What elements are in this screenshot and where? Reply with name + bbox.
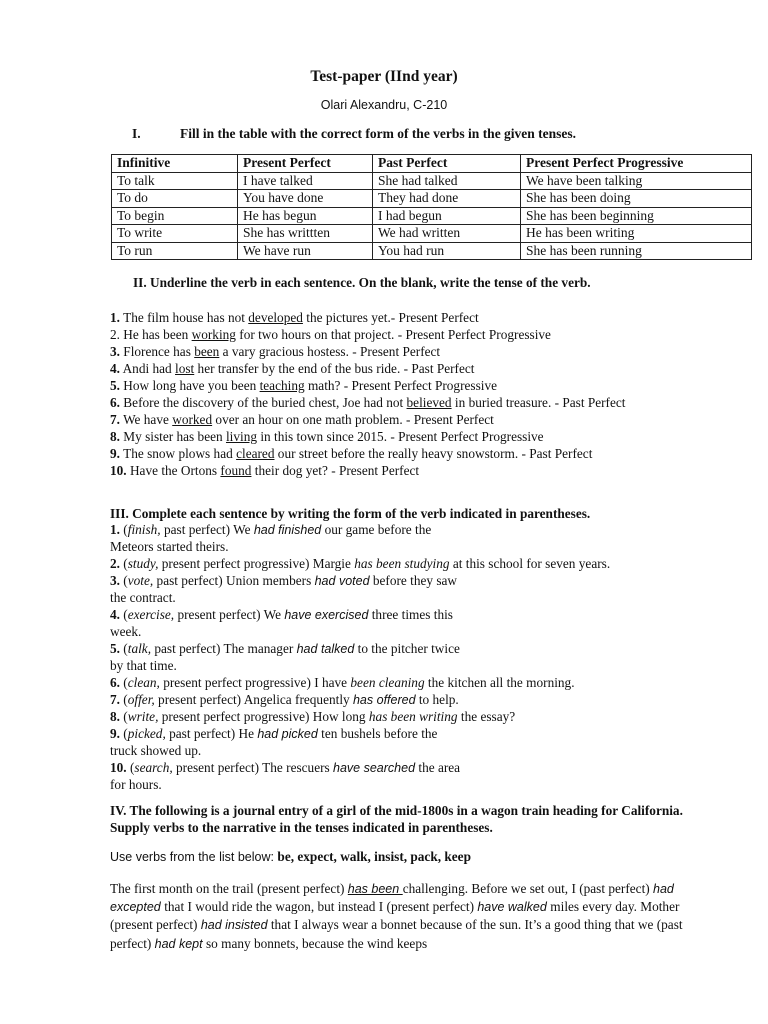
sentence-text: before they saw [369, 573, 458, 588]
item-number: 3. [110, 573, 120, 588]
table-cell: To do [112, 190, 238, 208]
sentence-text: their dog yet? - Present Perfect [251, 463, 420, 478]
table-cell: He has been writing [521, 225, 752, 243]
item-number: 10. [110, 760, 127, 775]
table-cell: He has begun [238, 207, 373, 225]
continuation-line: week. [110, 624, 142, 639]
exercise-line: 7. (offer, present perfect) Angelica frequently has offered to help. [110, 692, 459, 707]
answer-text: had excepted [110, 882, 674, 915]
answer-text: had talked [296, 642, 355, 656]
item-number: 3. [110, 344, 120, 359]
underlined-verb: been [194, 344, 220, 359]
sentence-text: her transfer by the end of the bus ride. - Past Perfect [194, 361, 475, 376]
item-number: 5. [110, 641, 120, 656]
verbs-list: be, expect, walk, insist, pack, keep [277, 849, 471, 864]
table-cell: She has been running [521, 242, 752, 260]
sentence-text: The rescuers [259, 760, 334, 775]
exercise-line: 10. (search, present perfect) The rescuers have searched the area [110, 760, 461, 775]
table-cell: To talk [112, 172, 238, 190]
answer-text: had kept [154, 936, 203, 951]
verb-hint: write, [127, 709, 159, 724]
sentence-text: Angelica frequently [241, 692, 353, 707]
section1-number: I. [132, 126, 141, 141]
item-number: 6. [110, 395, 120, 410]
sentence-text: He has been [119, 327, 192, 342]
paragraph-text: so many bonnets, because the wind keeps [202, 935, 428, 951]
item-number: 2. [110, 327, 120, 342]
item-number: 5. [110, 378, 120, 393]
item-number: 10. [110, 463, 127, 478]
author-line: Olari Alexandru, C-210 [320, 98, 448, 112]
exercise-line [110, 343, 440, 360]
sentence-text: in this town since 2015. - Present Perfect Progressive [257, 429, 544, 444]
item-number: 6. [110, 675, 120, 690]
underlined-verb: developed [248, 310, 303, 325]
sentence-text: The film house has not [119, 310, 249, 325]
underlined-verb: believed [406, 395, 452, 410]
exercise-line: 1. (finish, past perfect) We had finished our game before the [110, 522, 432, 537]
sentence-text: for two hours on that project. - Present Perfect Progressive [235, 327, 551, 342]
paragraph-text: that I always wear a bonnet because of the sun. It’s a good thing that we (past perfect) [110, 917, 683, 951]
sentence-text: three times this [368, 607, 453, 622]
verb-hint: talk, [127, 641, 152, 656]
sentence-text: How long have you been [119, 378, 260, 393]
sentence-text: the essay? [457, 709, 516, 724]
continuation-line: for hours. [110, 777, 162, 792]
exercise-line: 9. (picked, past perfect) He had picked ten bushels before the [110, 726, 438, 741]
exercise-line [110, 428, 544, 445]
sentence-text: We [230, 522, 254, 537]
paragraph-text: The first month on the trail (present perfect) [110, 881, 348, 896]
exercise-line [110, 394, 625, 411]
item-number: 1. [110, 522, 120, 537]
underlined-verb: lost [175, 361, 195, 376]
exercise-line [110, 309, 479, 326]
underlined-verb: found [220, 463, 252, 478]
table-cell: We have been talking [521, 172, 752, 190]
item-number: 9. [110, 446, 120, 461]
table-cell: You had run [373, 242, 521, 260]
item-number: 4. [110, 607, 120, 622]
sentence-text: the pictures yet.- Present Perfect [302, 310, 479, 325]
sentence-text: the area [415, 760, 461, 775]
section2-heading: II. Underline the verb in each sentence. On the blank, write the tense of the verb. [133, 275, 591, 290]
answer-text: has offered [352, 693, 416, 707]
table-cell: To run [112, 242, 238, 260]
answer-text: have walked [477, 900, 551, 915]
item-number: 8. [110, 429, 120, 444]
answer-text: has been studying [354, 556, 450, 571]
section4-heading: IV. The following is a journal entry of a girl of the mid-1800s in a wagon train heading for California. Supply verbs to the narrative in the tenses indicated in parentheses. [110, 803, 683, 836]
exercise-line: 8. (write, present perfect progressive) How long has been writing the essay? [110, 709, 516, 724]
exercise-line [110, 445, 592, 462]
continuation-line: Meteors started theirs. [110, 539, 229, 554]
table-cell: She had talked [373, 172, 521, 190]
table-row [112, 225, 752, 243]
item-number: 8. [110, 709, 120, 724]
exercise-line [110, 326, 551, 343]
continuation-line: by that time. [110, 658, 177, 673]
underlined-verb: worked [172, 412, 213, 427]
verb-hint: study, [127, 556, 159, 571]
column-header: Present Perfect Progressive [521, 155, 752, 173]
tense-hint: past perfect) [151, 641, 221, 656]
exercise-line [110, 462, 419, 479]
sentence-text: to the pitcher twice [354, 641, 460, 656]
table-row [112, 242, 752, 260]
tense-hint: past perfect) [165, 726, 236, 741]
underlined-verb: cleared [236, 446, 275, 461]
item-number: 7. [110, 412, 120, 427]
column-header: Present Perfect [238, 155, 373, 173]
table-cell: To begin [112, 207, 238, 225]
sentence-text: at this school for seven years. [449, 556, 611, 571]
sentence-text: in buried treasure. - Past Perfect [451, 395, 626, 410]
sentence-text: over an hour on one math problem. - Present Perfect [212, 412, 494, 427]
tense-hint: present perfect) [174, 607, 261, 622]
sentence-text: The snow plows had [119, 446, 237, 461]
sentence-text: Margie [309, 556, 355, 571]
table-row [112, 207, 752, 225]
verb-hint: clean, [127, 675, 160, 690]
exercise-line: 3. (vote, past perfect) Union members had voted before they saw [110, 573, 458, 588]
item-number: 1. [110, 310, 120, 325]
column-header: Infinitive [112, 155, 238, 173]
verb-table [111, 154, 752, 260]
verb-hint: exercise, [127, 607, 175, 622]
item-number: 7. [110, 692, 120, 707]
table-cell: She has been beginning [521, 207, 752, 225]
answer-text: had finished [253, 523, 322, 537]
table-cell: I have talked [238, 172, 373, 190]
continuation-line: truck showed up. [110, 743, 202, 758]
sentence-text: ten bushels before the [317, 726, 438, 741]
table-row [112, 172, 752, 190]
sentence-text: our street before the really heavy snowstorm. - Past Perfect [274, 446, 593, 461]
tense-hint: present perfect progressive) [158, 709, 310, 724]
table-row [112, 190, 752, 208]
table-cell: She has been doing [521, 190, 752, 208]
verb-hint: picked, [127, 726, 166, 741]
paragraph-text: that I would ride the wagon, but instead I (present perfect) [164, 899, 478, 915]
answer-text: has been writing [368, 709, 458, 724]
table-cell: You have done [238, 190, 373, 208]
answer-text: have searched [333, 761, 416, 775]
item-number: 4. [110, 361, 120, 376]
tense-hint: present perfect) [172, 760, 260, 775]
exercise-line: 4. (exercise, present perfect) We have exercised three times this [110, 607, 453, 622]
verb-hint: vote, [127, 573, 154, 588]
tense-hint: present perfect progressive) [159, 675, 311, 690]
sentence-text: Have the Ortons [126, 463, 221, 478]
table-cell: I had begun [373, 207, 521, 225]
column-header: Past Perfect [373, 155, 521, 173]
answer-text: had picked [257, 727, 318, 741]
verb-hint: finish, [127, 522, 161, 537]
answer-text: have exercised [284, 608, 369, 622]
sentence-text: How long [309, 709, 369, 724]
sentence-text: a vary gracious hostess. - Present Perfect [219, 344, 441, 359]
journal-paragraph [110, 880, 715, 953]
answer-text: been cleaning [350, 675, 425, 690]
paragraph-text: miles every day. Mother (present perfect) [110, 899, 680, 933]
table-cell: To write [112, 225, 238, 243]
paragraph-text: challenging. Before we set out, I (past perfect) [402, 881, 654, 896]
sentence-text: We have [119, 412, 173, 427]
verbs-list-line [110, 849, 471, 865]
exercise-line: 2. (study, present perfect progressive) Margie has been studying at this school for seven years. [110, 556, 611, 571]
answer-text: had voted [314, 574, 370, 588]
sentence-text: Before the discovery of the buried chest, Joe had not [119, 395, 407, 410]
section1-heading [132, 126, 576, 142]
verb-hint: search, [134, 760, 173, 775]
sentence-text: We [260, 607, 285, 622]
item-number: 9. [110, 726, 120, 741]
tense-hint: present perfect) [154, 692, 242, 707]
exercise-line [110, 411, 494, 428]
sentence-text: Union members [222, 573, 315, 588]
verb-hint: offer, [127, 692, 155, 707]
exercise-line: 6. (clean, present perfect progressive) I have been cleaning the kitchen all the morning. [110, 675, 575, 690]
underlined-verb: working [191, 327, 236, 342]
table-cell: They had done [373, 190, 521, 208]
verbs-list-label: Use verbs from the list below: [110, 850, 278, 864]
sentence-text: Andi had [119, 361, 176, 376]
answer-text: had insisted [200, 918, 268, 933]
tense-hint: past perfect) [160, 522, 231, 537]
exercise-line: 5. (talk, past perfect) The manager had talked to the pitcher twice [110, 641, 460, 656]
continuation-line: the contract. [110, 590, 176, 605]
sentence-text: our game before the [321, 522, 432, 537]
sentence-text: Florence has [119, 344, 195, 359]
sentence-text: the kitchen all the morning. [424, 675, 575, 690]
section1-heading-text: Fill in the table with the correct form of the verbs in the given tenses. [180, 126, 577, 141]
underlined-verb: living [225, 429, 258, 444]
table-cell: We have run [238, 242, 373, 260]
sentence-text: He [235, 726, 258, 741]
table-cell: She has writtten [238, 225, 373, 243]
table-header-row [112, 155, 752, 173]
sentence-text: The manager [220, 641, 297, 656]
item-number: 2. [110, 556, 120, 571]
sentence-text: to help. [415, 692, 459, 707]
page-title: Test-paper (IInd year) [310, 68, 458, 85]
tense-hint: past perfect) [153, 573, 223, 588]
sentence-text: I have [310, 675, 351, 690]
sentence-text: My sister has been [119, 429, 226, 444]
exercise-line [110, 377, 497, 394]
exercise-line [110, 360, 474, 377]
underlined-verb: teaching [259, 378, 305, 393]
answer-text: has been [347, 882, 403, 896]
section3-heading: III. Complete each sentence by writing the form of the verb indicated in parentheses. [110, 506, 591, 521]
sentence-text: math? - Present Perfect Progressive [304, 378, 498, 393]
tense-hint: present perfect progressive) [158, 556, 310, 571]
table-cell: We had written [373, 225, 521, 243]
